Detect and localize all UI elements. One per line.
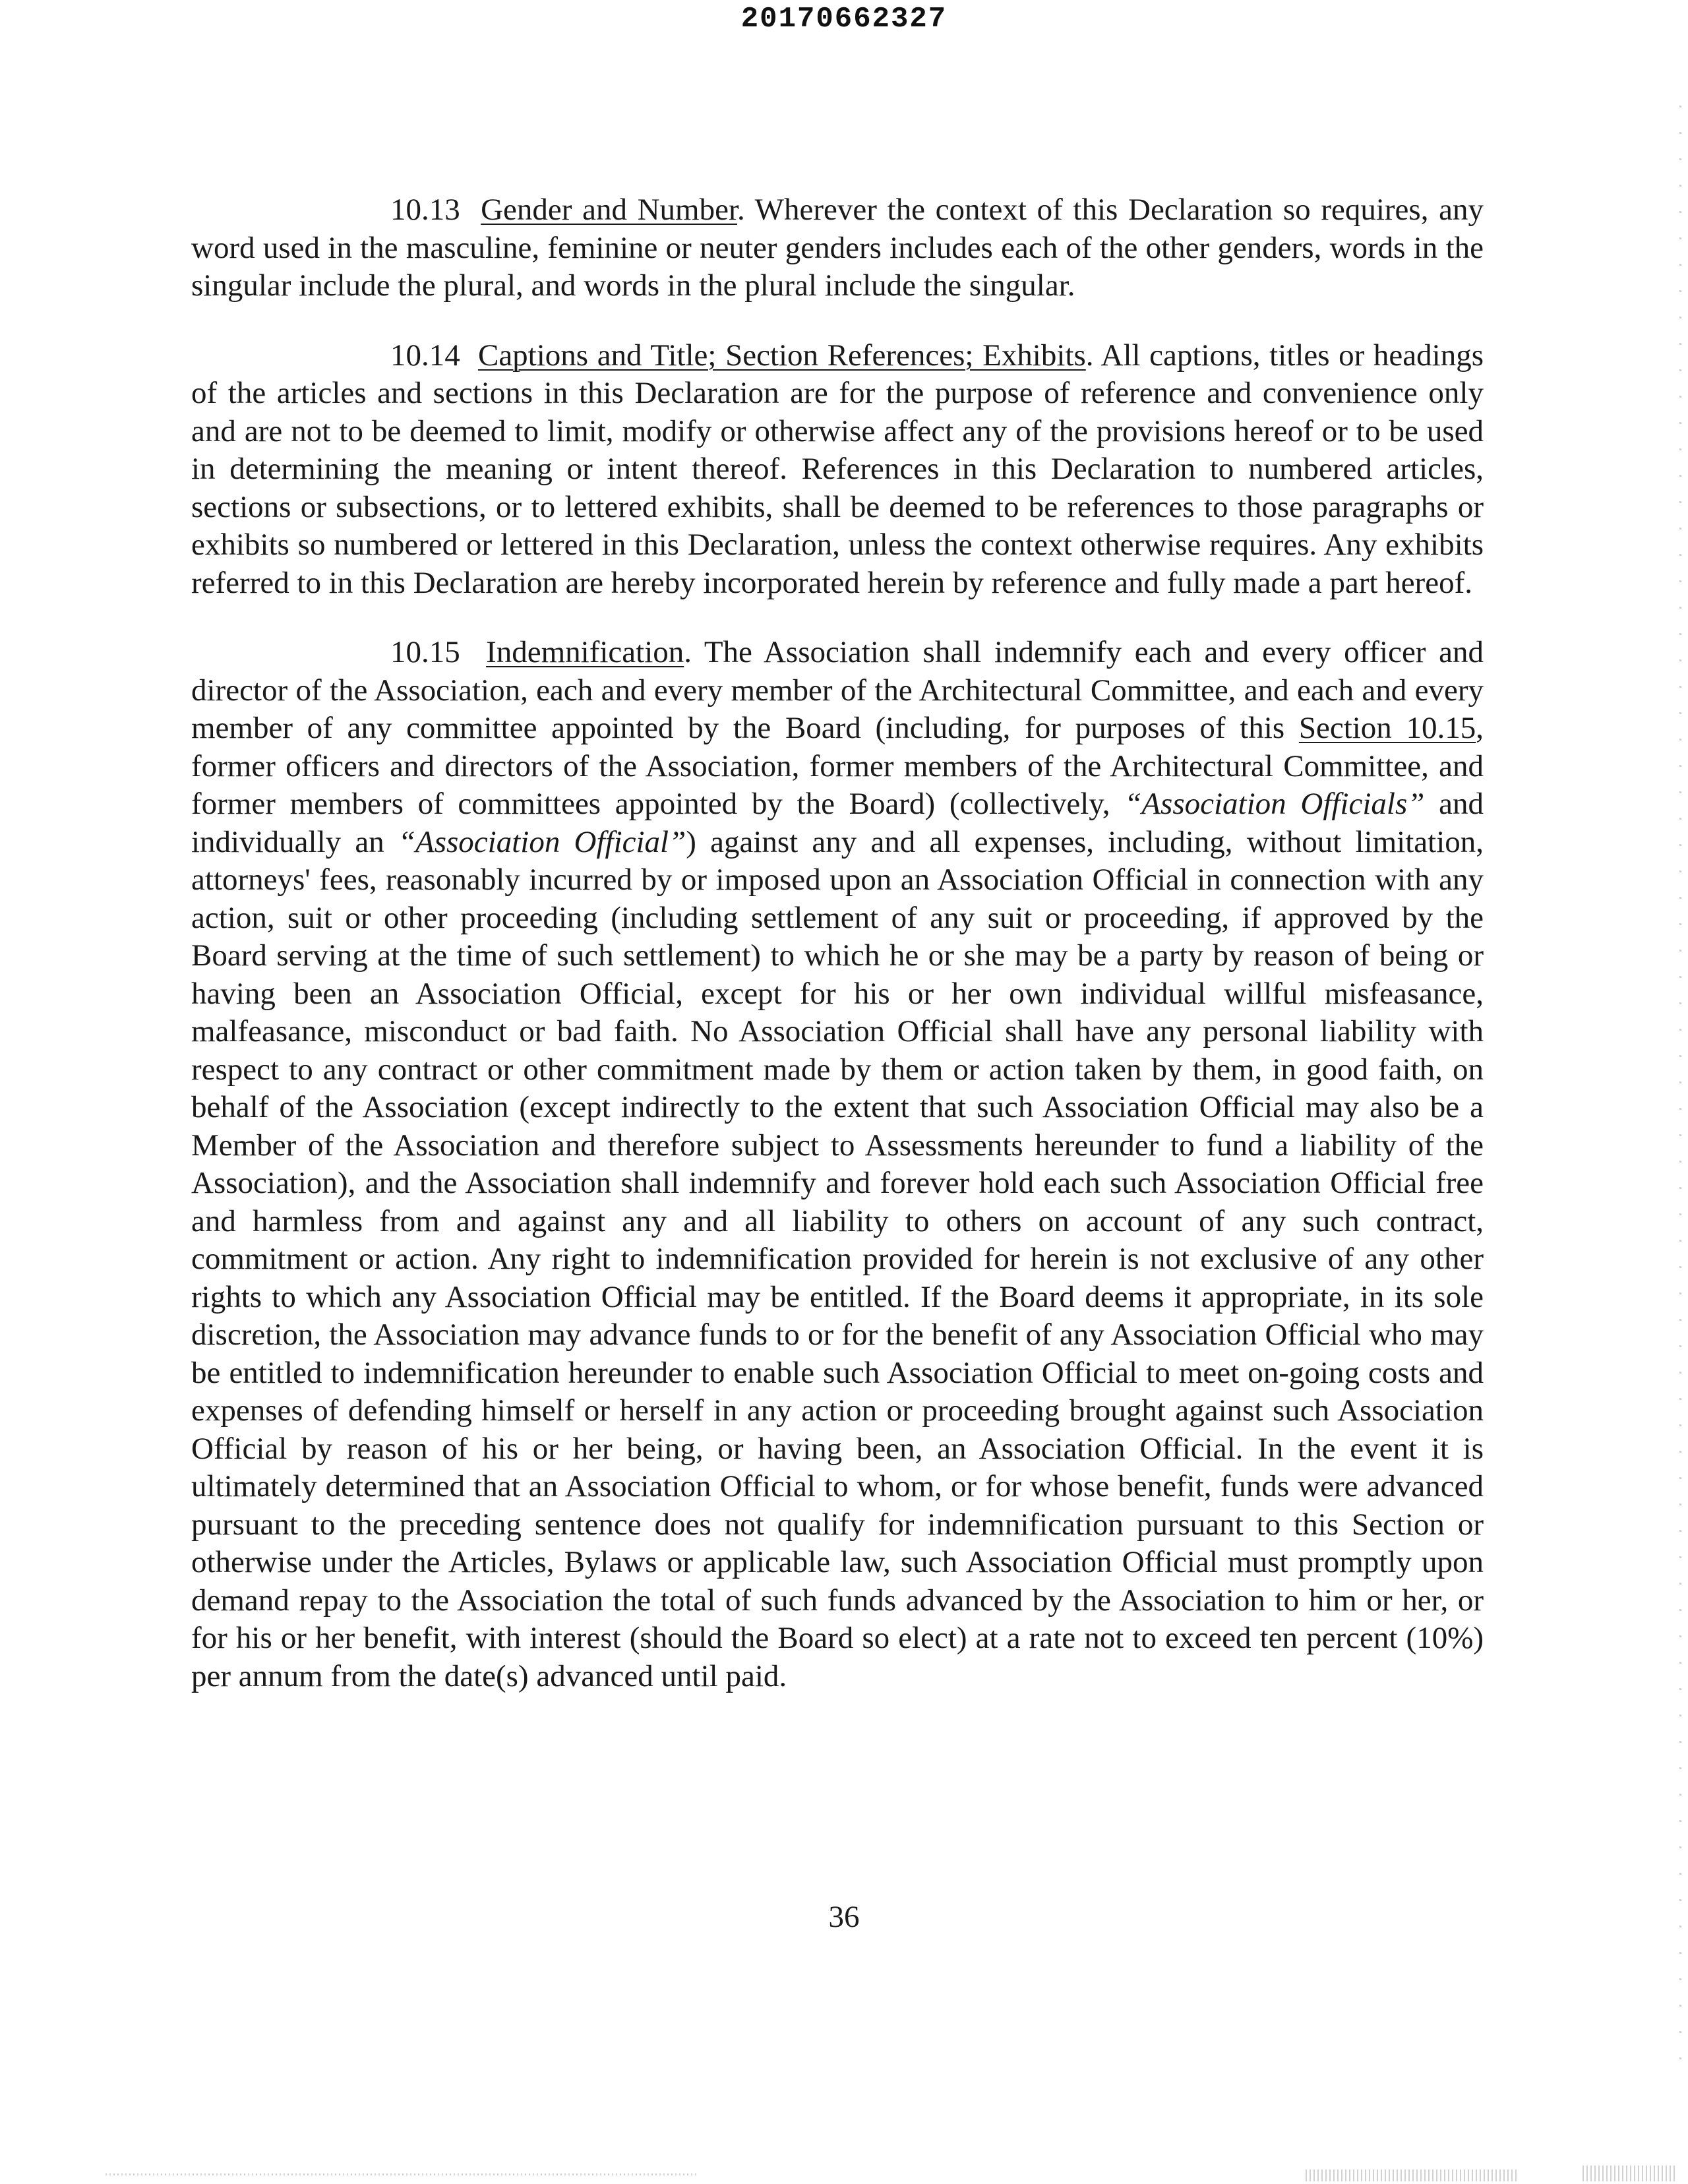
section-text: , former officers and directors of the Association, former members of the Architectural Committee, and former members of committees appointed by the Board) (collectively, <box>191 711 1484 821</box>
section-text: ) against any and all expenses, including, without limitation, attorneys' fees, reasonably incurred by or imposed upon an Association Official in connection with any action, suit or other proceeding (including settlement of any suit or proceeding, if approved by the Board serving at the time of such settlement) to which he or she may be a party by reason of being or having been an Association Official, except for his or her own individual willful misfeasance, malfeasance, misconduct or bad faith. No Association Official shall have any personal liability with respect to any contract or other commitment made by them or action taken by them, in good faith, on behalf of the Association (except indirectly to the extent that such Association Official may also be a Member of the Association and therefore subject to Assessments hereunder to fund a liability of the Association), and the Association shall indemnify and forever hold each such Association Official free and harmless from and against any and all liability to others on account of any such contract, commitment or action. Any right to indemnification provided for herein is not exclusive of any other rights to which any Association Official may be entitled. If the Board deems it appropriate, in its sole discretion, the Association may advance funds to or for the benefit of any Association Official who may be entitled to indemnification hereunder to enable such Association Official to meet on-going costs and expenses of defending himself or herself in any action or proceeding brought against such Association Official by reason of his or her being, or having been, an Association Official. In the event it is ultimately determined that an Association Official to whom, or for whose benefit, funds were advanced pursuant to the preceding sentence does not qualify for indemnification pursuant to this Section or otherwise under the Articles, Bylaws or applicable law, such Association Official must promptly upon demand repay to the Association the total of such funds advanced by the Association to him or her, or for his or her benefit, with interest (should the Board so elect) at a rate not to exceed ten percent (10%) per annum from the date(s) advanced until paid. <box>191 824 1484 1693</box>
section-number: 10.14 <box>390 338 460 373</box>
scan-bottom-artifact <box>106 2173 699 2175</box>
section-text: . Wherever the context of this Declaration so requires, any word used in the masculine, feminine or neuter genders includes each of the other genders, words in the singular include the plural, and words in the plural include the singular. <box>191 193 1484 303</box>
section-heading: Captions and Title; Section References; Exhibits <box>477 338 1086 373</box>
section-10-13 <box>191 191 1484 305</box>
section-heading: Indemnification <box>486 635 684 669</box>
scan-bottom-artifact <box>1306 2169 1517 2181</box>
section-text: and individually an <box>191 787 1484 859</box>
scan-bottom-artifact <box>1582 2166 1675 2181</box>
section-heading: Gender and Number <box>481 193 738 227</box>
defined-term: “Association Officials” <box>1124 787 1425 821</box>
defined-term: “Association Official” <box>398 824 686 859</box>
section-number: 10.13 <box>390 193 460 227</box>
section-text: . The Association shall indemnify each and every officer and director of the Association, each and every member of the Architectural Committee, and each and every member of any committee appointed by the Board (including, for purposes of this <box>191 635 1484 745</box>
page-number: 36 <box>828 1900 860 1934</box>
section-reference: Section 10.15 <box>1298 711 1476 745</box>
document-number: 20170662327 <box>740 3 948 36</box>
section-number: 10.15 <box>390 635 460 669</box>
section-text: . All captions, titles or headings of the articles and sections in this Declaration are for the purpose of reference and convenience only and are not to be deemed to limit, modify or otherwise affect any of the provisions hereof or to be used in determining the meaning or intent thereof. References in this Declaration to numbered articles, sections or subsections, or to lettered exhibits, shall be deemed to be references to those paragraphs or exhibits so numbered or lettered in this Declaration, unless the context otherwise requires. Any exhibits referred to in this Declaration are hereby incorporated herein by reference and fully made a part hereof. <box>191 338 1484 600</box>
document-body <box>191 191 1484 1727</box>
scan-edge-artifact <box>1679 106 1681 2084</box>
section-10-15 <box>191 634 1484 1695</box>
section-10-14 <box>191 337 1484 603</box>
